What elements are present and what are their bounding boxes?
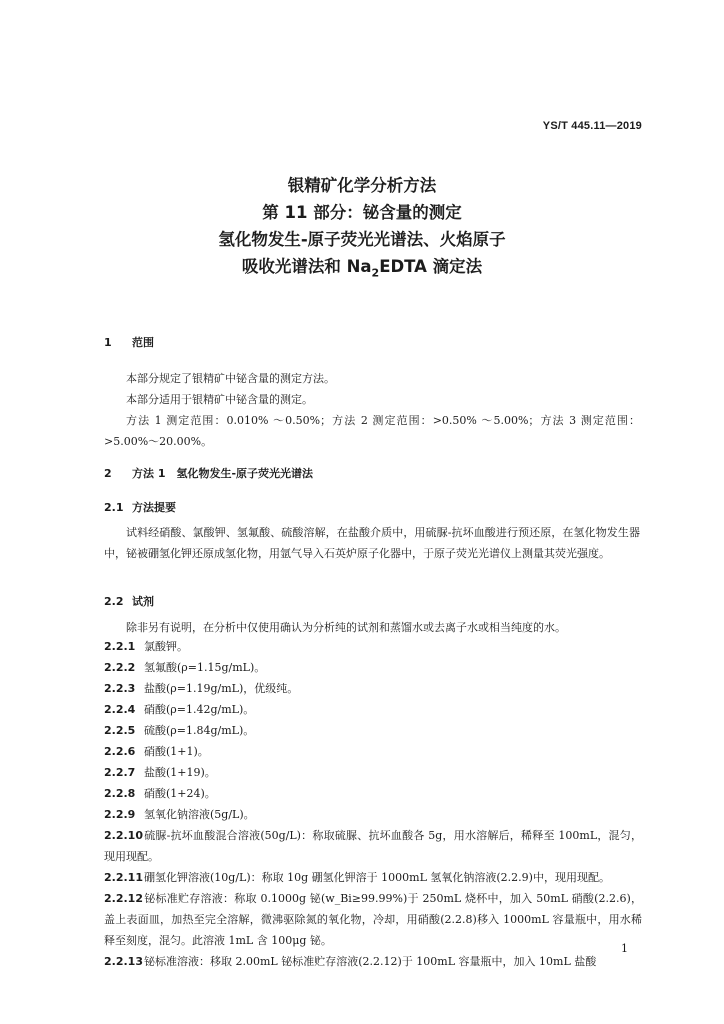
item-number: 2.2.6: [104, 745, 136, 758]
reagent-item: [104, 657, 642, 678]
item-number: 2.2.8: [104, 787, 136, 800]
reagent-item: [104, 699, 642, 720]
section-title: 方法 1 氢化物发生-原子荧光光谱法: [132, 467, 314, 480]
reagent-item: [104, 720, 642, 741]
title-line-2: 第 11 部分：铋含量的测定: [262, 203, 462, 222]
item-text: 氢氧化钠溶液(5g/L)。: [144, 808, 255, 821]
item-number: 2.2.7: [104, 766, 136, 779]
section-number: 2.2: [104, 595, 124, 608]
section-number: 2: [104, 467, 112, 480]
reagent-item: [104, 951, 642, 972]
title-subscript: 2: [371, 266, 380, 280]
reagent-item: [104, 804, 642, 825]
reagent-item: [104, 888, 642, 951]
reagent-item: [104, 825, 642, 867]
reagent-item: [104, 867, 642, 888]
item-number: 2.2.1: [104, 640, 136, 653]
title-line-1: 银精矿化学分析方法: [287, 176, 437, 195]
reagent-item: [104, 678, 642, 699]
item-text: 硫脲-抗坏血酸混合溶液(50g/L)：称取硫脲、抗坏血酸各 5g，用水溶解后，稀释至 100mL，混匀，现用现配。: [104, 829, 642, 863]
section-2-1-heading: [104, 499, 176, 515]
item-text: 硝酸(1+24)。: [144, 787, 216, 800]
item-number: 2.2.10: [104, 829, 143, 842]
section-number: 2.1: [104, 501, 124, 514]
paragraph: 本部分适用于银精矿中铋含量的测定。: [126, 393, 313, 406]
reagent-item: [104, 762, 642, 783]
section-title: 方法提要: [132, 501, 176, 514]
item-text: 盐酸(ρ=1.19g/mL)，优级纯。: [144, 682, 299, 695]
item-number: 2.2.13: [104, 955, 143, 968]
paragraph: 除非另有说明，在分析中仅使用确认为分析纯的试剂和蒸馏水或去离子水或相当纯度的水。: [126, 621, 566, 634]
item-number: 2.2.11: [104, 871, 143, 884]
section-2-2-heading: [104, 593, 154, 609]
paragraph: 试料经硝酸、氯酸钾、氢氟酸、硫酸溶解，在盐酸介质中，用硫脲-抗坏血酸进行预还原，在氢化物发生器中，铋被硼氢化钾还原成氢化物，用氩气导入石英炉原子化器中，于原子荧光光谱仪上测量其荧光强度。: [104, 526, 640, 560]
item-text: 铋标准贮存溶液：称取 0.1000g 铋(w_Bi≥99.99%)于 250mL 烧杯中，加入 50mL 硝酸(2.2.6)，盖上表面皿，加热至完全溶解，微沸驱除氮的氧化物，冷却，用硝酸(2.2.8)移入 1000mL 容量瓶中，用水稀释至刻度，混匀。此溶液 1mL 含 100μg 铋。: [104, 892, 642, 947]
item-number: 2.2.5: [104, 724, 136, 737]
paragraph: 本部分规定了银精矿中铋含量的测定方法。: [126, 372, 335, 385]
item-text: 硝酸(ρ=1.42g/mL)。: [144, 703, 255, 716]
section-title: 范围: [132, 336, 154, 349]
item-text: 铋标准溶液：移取 2.00mL 铋标准贮存溶液(2.2.12)于 100mL 容量瓶中，加入 10mL 盐酸: [144, 955, 597, 968]
section-2-heading: [104, 465, 313, 481]
item-number: 2.2.3: [104, 682, 136, 695]
title-line-4-post: EDTA 滴定法: [379, 257, 483, 276]
reagent-item: [104, 783, 642, 804]
item-text: 硼氢化钾溶液(10g/L)：称取 10g 硼氢化钾溶于 1000mL 氢氧化钠溶液(2.2.9)中，现用现配。: [144, 871, 610, 884]
item-number: 2.2.4: [104, 703, 136, 716]
item-number: 2.2.12: [104, 892, 143, 905]
item-number: 2.2.9: [104, 808, 136, 821]
section-number: 1: [104, 336, 112, 349]
section-1-heading: [104, 334, 154, 350]
section-title: 试剂: [132, 595, 154, 608]
standard-number: YS/T 445.11—2019: [542, 120, 642, 132]
title-line-4: [0, 257, 724, 283]
item-number: 2.2.2: [104, 661, 136, 674]
item-text: 氯酸钾。: [144, 640, 188, 653]
reagent-item: [104, 636, 642, 657]
title-line-3: 氢化物发生-原子荧光光谱法、火焰原子: [218, 230, 506, 249]
item-text: 氢氟酸(ρ=1.15g/mL)。: [144, 661, 266, 674]
paragraph: 方法 1 测定范围：0.010% ～0.50%；方法 2 测定范围：>0.50% ～5.00%；方法 3 测定范围：>5.00%～20.00%。: [104, 414, 640, 448]
item-text: 盐酸(1+19)。: [144, 766, 216, 779]
title-line-4-pre: 吸收光谱法和 Na: [241, 257, 372, 276]
item-text: 硝酸(1+1)。: [144, 745, 209, 758]
item-text: 硫酸(ρ=1.84g/mL)。: [144, 724, 255, 737]
reagent-item: [104, 741, 642, 762]
page-number: 1: [621, 942, 628, 955]
